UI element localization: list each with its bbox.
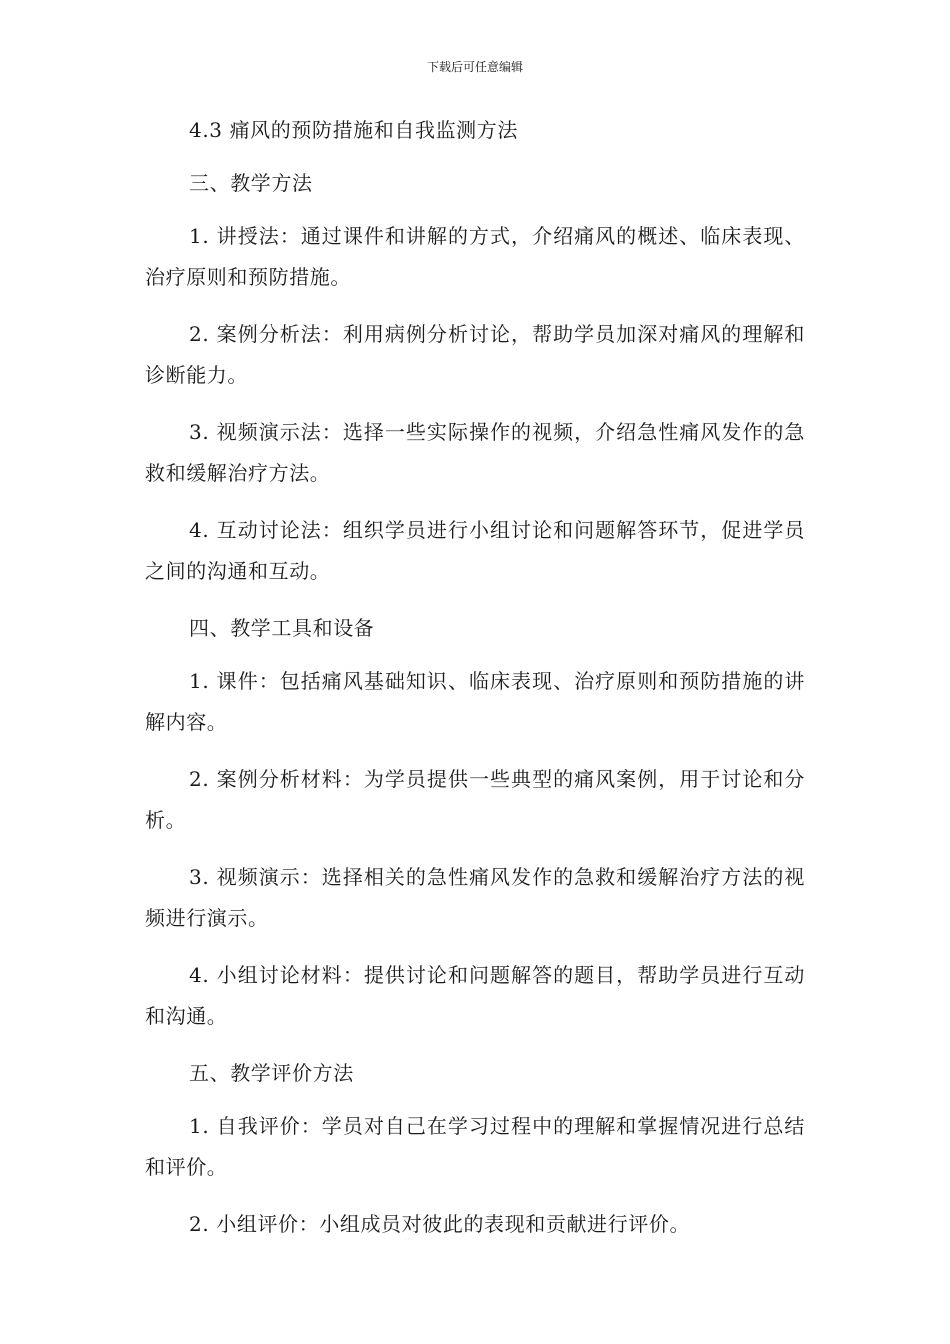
paragraph: 3. 视频演示法：选择一些实际操作的视频，介绍急性痛风发作的急救和缓解治疗方法。 — [145, 420, 805, 485]
section-heading-evaluation: 五、教学评价方法 — [189, 1061, 354, 1085]
document-body — [145, 110, 805, 1261]
section-heading-tools: 四、教学工具和设备 — [189, 616, 375, 640]
paragraph: 2. 案例分析材料：为学员提供一些典型的痛风案例，用于讨论和分析。 — [145, 767, 805, 832]
paragraph: 4. 小组讨论材料：提供讨论和问题解答的题目，帮助学员进行互动和沟通。 — [145, 963, 805, 1028]
section-heading-teaching-methods: 三、教学方法 — [189, 171, 313, 195]
paragraph: 3. 视频演示：选择相关的急性痛风发作的急救和缓解治疗方法的视频进行演示。 — [145, 865, 805, 930]
paragraph: 1. 课件：包括痛风基础知识、临床表现、治疗原则和预防措施的讲解内容。 — [145, 669, 805, 734]
paragraph: 2. 小组评价：小组成员对彼此的表现和贡献进行评价。 — [189, 1212, 691, 1236]
paragraph: 1. 讲授法：通过课件和讲解的方式，介绍痛风的概述、临床表现、治疗原则和预防措施。 — [145, 224, 805, 289]
section-subheading: 4.3 痛风的预防措施和自我监测方法 — [189, 118, 518, 142]
header-note: 下载后可任意编辑 — [426, 60, 523, 74]
paragraph: 4. 互动讨论法：组织学员进行小组讨论和问题解答环节，促进学员之间的沟通和互动。 — [145, 518, 805, 583]
paragraph: 1. 自我评价：学员对自己在学习过程中的理解和掌握情况进行总结和评价。 — [145, 1114, 805, 1179]
paragraph: 2. 案例分析法：利用病例分析讨论，帮助学员加深对痛风的理解和诊断能力。 — [145, 322, 805, 387]
